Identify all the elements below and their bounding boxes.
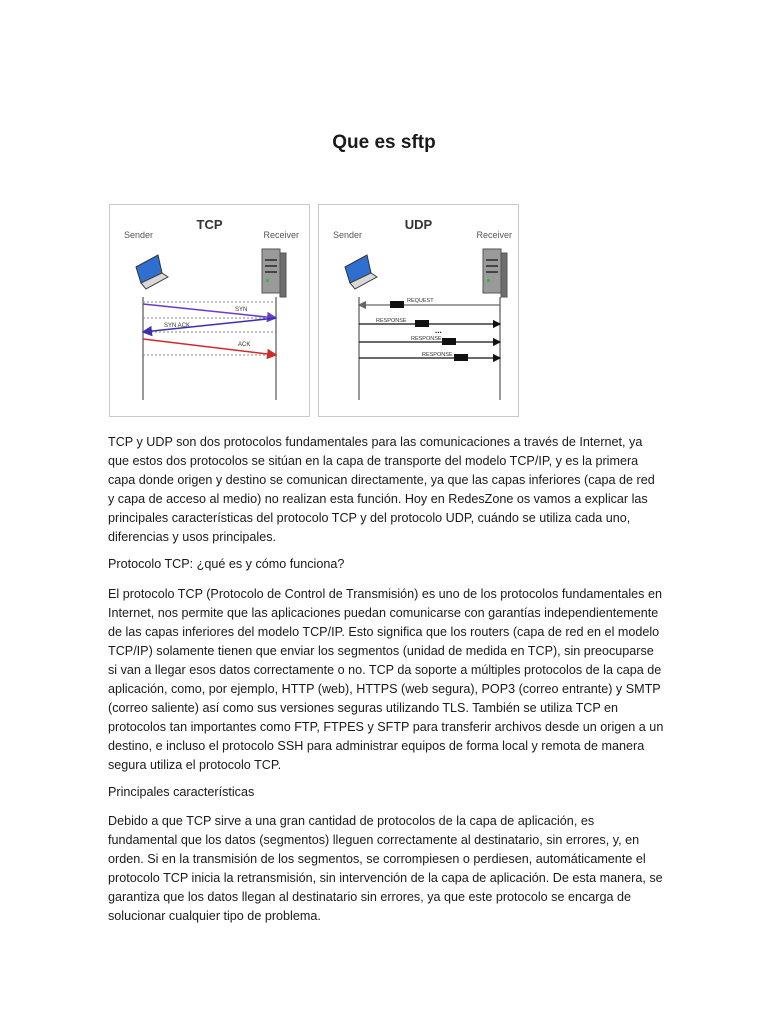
response-label-2: RESPONSE: [411, 336, 442, 342]
features-paragraph: Debido a que TCP sirve a una gran cantidad de protocolos de la capa de aplicación, es fundamental que los datos (segmentos) lleguen correctamente al destinatario, sin errores, y, en orden. Si en la transmisión de los segmentos, se corrompiesen o perdiesen, automáticamente el protocolo TCP inicia la retransmisión, sin intervención de la capa de aplicación. De esta manera, se garantiza que los datos llegan al destinatario sin errores, ya que este protocolo se encarga de solucionar cualquier tipo de problema.: [108, 814, 663, 923]
tcp-udp-diagram: [109, 204, 519, 417]
page-title: Que es sftp: [332, 132, 436, 153]
udp-ellipsis: ...: [435, 326, 442, 335]
request-label: REQUEST: [407, 298, 434, 304]
section-heading-features: Principales características: [108, 785, 255, 799]
tcp-section: [108, 555, 664, 574]
udp-sender-label: Sender: [333, 230, 363, 240]
server-icon: [483, 249, 507, 297]
laptop-icon: [136, 255, 168, 289]
intro-paragraph: TCP y UDP son dos protocolos fundamentales para las comunicaciones a través de Internet, ya que estos dos protocolos se sitúan en la capa de transporte del modelo TCP/IP, y es la primera capa donde origen y destino se comunican directamente, ya que las capas inferiores (capa de red y capa de acceso al medio) no realizan esta función. Hoy en RedesZone os vamos a explicar las principales características del protocolo TCP y del protocolo UDP, cuándo se utiliza cada uno, diferencias y usos principales.: [108, 435, 655, 544]
laptop-icon: [345, 255, 377, 289]
udp-receiver-label: Receiver: [476, 230, 512, 240]
features-body: [108, 812, 664, 926]
tcp-diagram-title: TCP: [196, 217, 223, 232]
tcp-diagram-panel: [109, 204, 310, 417]
ack-arrow: [143, 339, 276, 355]
response-label-1: RESPONSE: [376, 318, 407, 324]
article-body: [108, 433, 664, 547]
section-heading-tcp: Protocolo TCP: ¿qué es y cómo funciona?: [108, 557, 345, 571]
udp-diagram-panel: [318, 204, 519, 417]
syn-ack-label: SYN ACK: [164, 323, 191, 329]
udp-diagram-title: UDP: [404, 217, 433, 232]
tcp-body: [108, 585, 664, 775]
tcp-receiver-label: Receiver: [263, 230, 299, 240]
tcp-sender-label: Sender: [124, 230, 154, 240]
tcp-paragraph: El protocolo TCP (Protocolo de Control de Transmisión) es uno de los protocolos fundamentales en Internet, nos permite que las aplicaciones puedan comunicarse con garantías independientemente de las capas inferiores del modelo TCP/IP. Esto significa que los routers (capa de red en el modelo TCP/IP) solamente tienen que enviar los segmentos (unidad de medida en TCP), sin preocuparse si van a llegar esos datos correctamente o no. TCP da soporte a múltiples protocolos de la capa de aplicación, como, por ejemplo, HTTP (web), HTTPS (web segura), POP3 (correo entrante) y SMTP (correo saliente) así como sus versiones seguras utilizando TLS. También se utiliza TCP en protocolos tan importantes como FTP, FTPES y SFTP para transferir archivos desde un origen a un destino, e incluso el protocolo SSH para administrar equipos de forma local y remota de manera segura utiliza el protocolo TCP.: [108, 587, 664, 772]
features-section: [108, 783, 664, 802]
syn-label: SYN: [235, 307, 248, 313]
syn-ack-arrow: [143, 318, 276, 332]
syn-arrow: [143, 304, 276, 318]
response-label-3: RESPONSE: [422, 352, 453, 358]
ack-label: ACK: [238, 342, 251, 348]
server-icon: [262, 249, 286, 297]
